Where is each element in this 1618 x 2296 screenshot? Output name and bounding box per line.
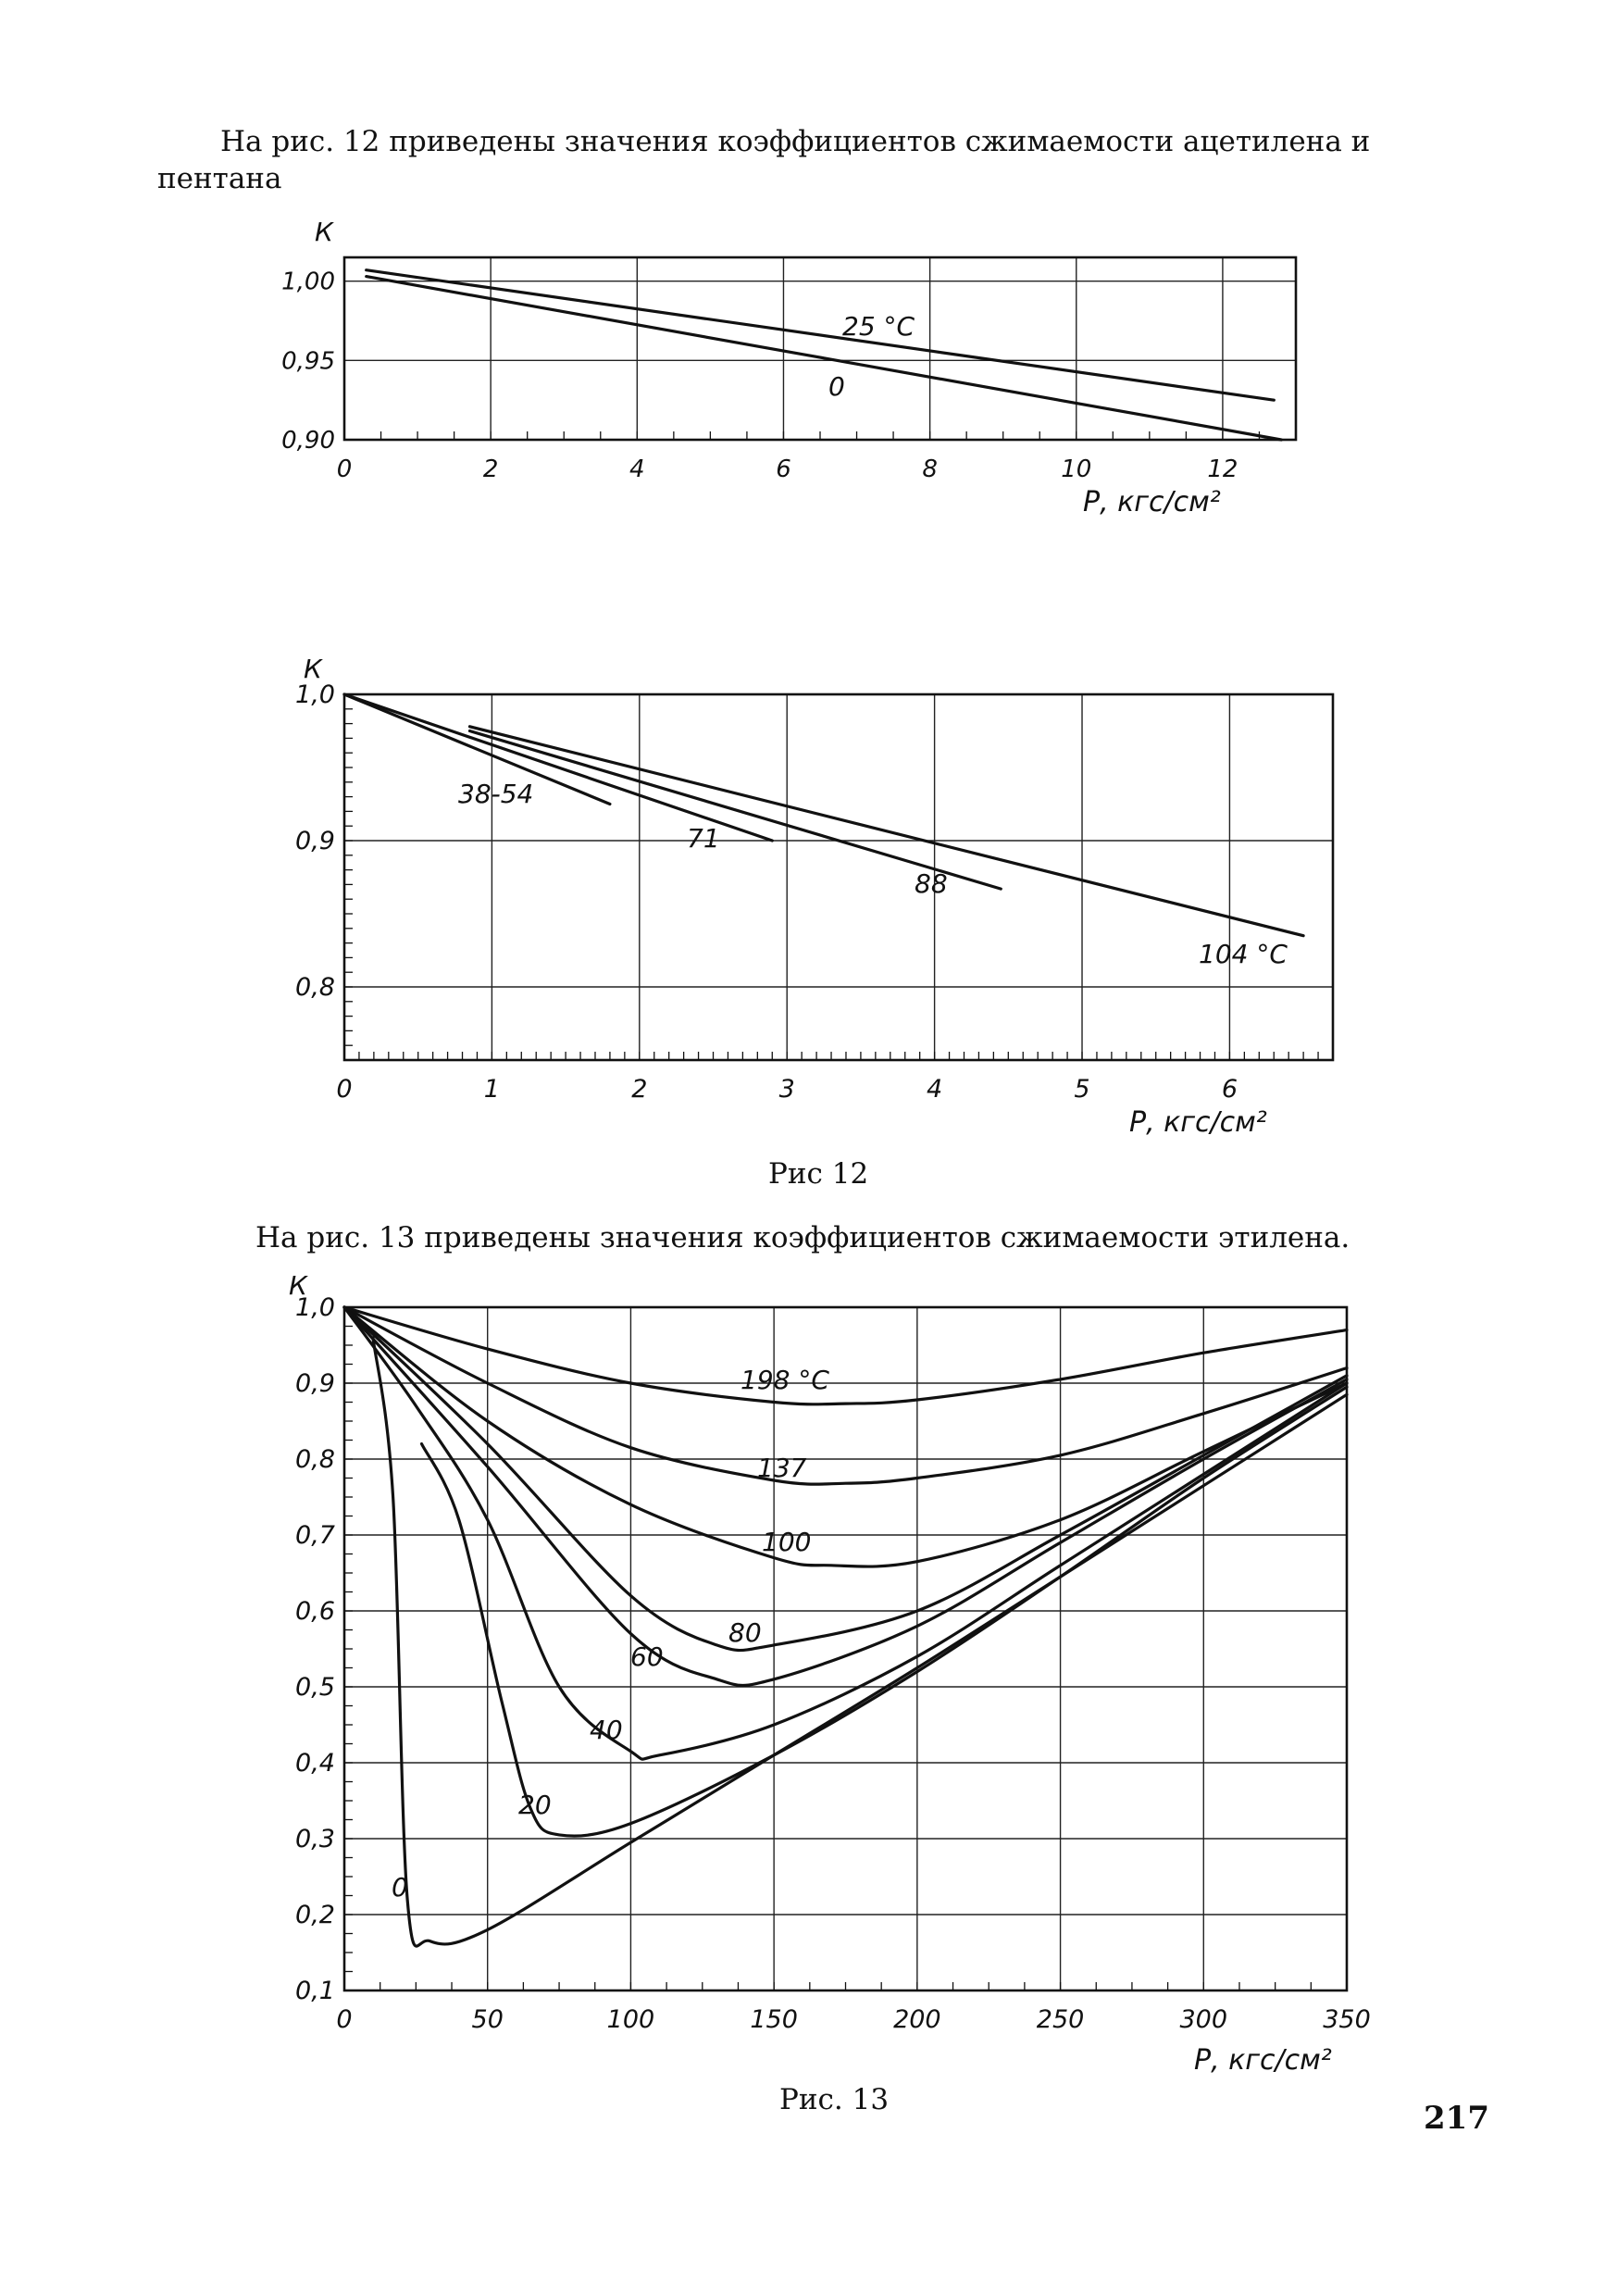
figure-12a-chart — [0, 213, 1618, 537]
plot-frame — [344, 694, 1333, 1060]
y-tick-label-0_6: 0,6 — [295, 1597, 335, 1626]
plot-frame — [344, 257, 1296, 440]
y-tick-label-0_95: 0,95 — [281, 347, 335, 376]
x-tick-label-5: 5 — [1074, 1075, 1090, 1104]
x-tick-label-6: 6 — [776, 455, 791, 483]
series-label-100: 100 — [762, 1527, 812, 1557]
series-line-40 — [344, 1307, 1347, 1759]
y-tick-label-0_8: 0,8 — [295, 973, 335, 1002]
figure-12-caption: Рис 12 — [768, 1157, 869, 1191]
series-label-71: 71 — [687, 823, 720, 854]
series-label-198: 198 °С — [741, 1365, 829, 1395]
y-tick-label-0_90: 0,90 — [281, 427, 335, 455]
x-tick-label-3: 3 — [778, 1075, 795, 1104]
x-tick-label-12: 12 — [1207, 455, 1238, 483]
series-line-0 — [367, 277, 1281, 440]
paragraph-fig13: На рис. 13 приведены значения коэффициентов сжимаемости этилена. — [255, 1221, 1350, 1254]
x-tick-label-10: 10 — [1061, 455, 1092, 483]
figure-13-caption: Рис. 13 — [779, 2083, 890, 2116]
series-line-71 — [344, 694, 772, 841]
series-line-88 — [470, 731, 1002, 890]
y-tick-label-0_9: 0,9 — [295, 1369, 335, 1398]
series-line-25 — [367, 270, 1275, 401]
series-label-40: 40 — [590, 1715, 623, 1745]
y-tick-label-0_1: 0,1 — [295, 1977, 335, 2005]
figure-13-chart — [0, 1268, 1618, 2077]
x-axis-label: Р, кгс/см² — [1129, 1106, 1267, 1139]
x-tick-label-100: 100 — [606, 2005, 655, 2034]
y-tick-label-1_0: 1,0 — [295, 1293, 335, 1322]
x-tick-label-4: 4 — [927, 1075, 943, 1104]
y-tick-label-0_2: 0,2 — [295, 1901, 335, 1929]
series-label-104: 104 °С — [1199, 939, 1288, 969]
x-tick-label-150: 150 — [750, 2005, 798, 2034]
y-axis-label: К — [289, 1270, 307, 1301]
x-tick-label-4: 4 — [629, 455, 645, 483]
series-line-60 — [344, 1307, 1347, 1685]
plot-frame — [344, 1307, 1347, 1990]
series-line-104 — [470, 727, 1304, 936]
y-tick-label-1_00: 1,00 — [281, 268, 335, 296]
series-line-100 — [344, 1307, 1347, 1566]
x-tick-label-250: 250 — [1036, 2005, 1085, 2034]
x-tick-label-6: 6 — [1221, 1075, 1238, 1104]
y-axis-label: К — [315, 217, 333, 247]
series-label-80: 80 — [728, 1617, 762, 1648]
x-tick-label-0: 0 — [336, 1075, 353, 1104]
series-label-0: 0 — [392, 1872, 408, 1903]
x-tick-label-2: 2 — [482, 455, 499, 483]
x-axis-label: Р, кгс/см² — [1194, 2044, 1332, 2077]
y-tick-label-1_0: 1,0 — [295, 680, 335, 709]
y-tick-label-0_9: 0,9 — [295, 827, 335, 855]
y-tick-label-0_5: 0,5 — [295, 1673, 335, 1702]
x-tick-label-0: 0 — [336, 455, 353, 483]
y-tick-label-0_7: 0,7 — [295, 1521, 335, 1550]
x-tick-label-1: 1 — [483, 1075, 500, 1104]
paragraph-fig12-line1: На рис. 12 приведены значения коэффициентов сжимаемости ацетилена и — [220, 125, 1371, 158]
series-label-25: 25 °С — [842, 311, 915, 342]
paragraph-fig12-line2: пентана — [157, 162, 282, 195]
y-tick-label-0_8: 0,8 — [295, 1445, 335, 1474]
series-label-88: 88 — [915, 868, 948, 899]
x-tick-label-0: 0 — [336, 2005, 353, 2034]
x-tick-label-50: 50 — [471, 2005, 504, 2034]
figure-12b-chart — [0, 639, 1618, 1157]
x-tick-label-200: 200 — [893, 2005, 941, 2034]
page-number: 217 — [1424, 2100, 1489, 2137]
x-tick-label-2: 2 — [631, 1075, 648, 1104]
series-line-198 — [344, 1307, 1347, 1404]
x-axis-label: Р, кгс/см² — [1083, 486, 1221, 518]
series-label-38-54: 38-54 — [458, 779, 534, 809]
series-label-137: 137 — [757, 1453, 807, 1483]
y-axis-label: К — [304, 654, 322, 684]
series-line-0 — [373, 1338, 1347, 1946]
series-label-60: 60 — [630, 1641, 664, 1672]
y-tick-label-0_4: 0,4 — [295, 1749, 335, 1778]
y-tick-label-0_3: 0,3 — [295, 1825, 335, 1853]
series-label-20: 20 — [518, 1790, 552, 1820]
x-tick-label-8: 8 — [922, 455, 938, 483]
x-tick-label-300: 300 — [1179, 2005, 1228, 2034]
series-label-0: 0 — [828, 371, 845, 402]
x-tick-label-350: 350 — [1323, 2005, 1371, 2034]
